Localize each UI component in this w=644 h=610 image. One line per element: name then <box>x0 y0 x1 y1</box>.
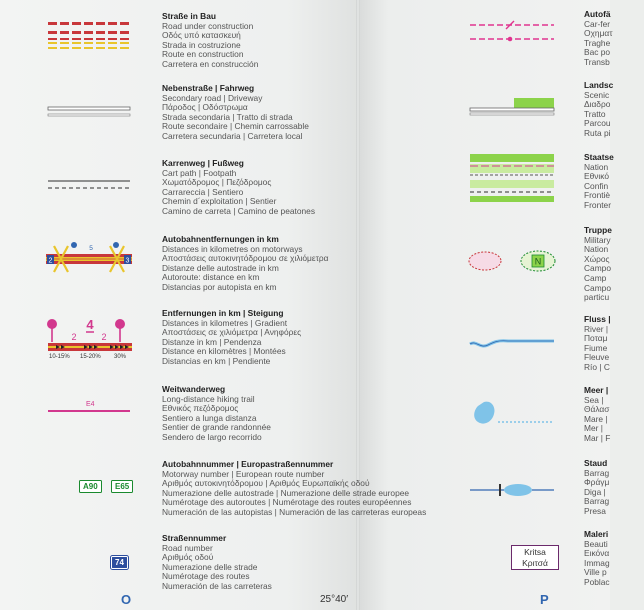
legend-entry-sea <box>584 386 644 444</box>
entry-line: Εθνικός πεζόδρομος <box>162 403 239 414</box>
entry-line: Diga | <box>584 486 606 497</box>
gradient-left-num: 2 <box>71 332 77 342</box>
longitude-label: 25°40′ <box>320 594 349 605</box>
motorway-right-num: 3 <box>125 257 130 265</box>
entry-line: Scenic <box>584 89 610 100</box>
entry-line: Distances in kilometres on motorways <box>162 243 303 254</box>
legend-entry-distances-gradient <box>162 309 352 367</box>
dam-symbol <box>470 478 554 502</box>
entry-line: Numeración de las carreteras <box>162 580 272 591</box>
entry-line: Carrareccia | Sentiero <box>162 186 244 197</box>
entry-line: Ruta pi <box>584 127 611 138</box>
entry-line: Mar | F <box>584 432 611 443</box>
road-number-badge: 74 <box>111 556 128 569</box>
motorway-left-num: 2 <box>48 257 53 265</box>
legend-entry-secondary-road <box>162 84 352 142</box>
entry-line: Sentiero a lunga distanza <box>162 412 257 423</box>
gradient-label-1: 10-15% <box>49 354 70 360</box>
entry-line: Camino de carreta | Camino de peatones <box>162 205 316 216</box>
entry-line: Distances in kilometres | Gradient <box>162 317 288 328</box>
entry-line: Εθνικό <box>584 171 610 182</box>
entry-line: Distance en kilomètres | Montées <box>162 346 286 357</box>
trail-line <box>48 410 130 412</box>
entry-line: Numerazione delle strade <box>162 561 258 572</box>
right-page <box>358 0 610 610</box>
entry-line: Strada in costruzione <box>162 39 241 50</box>
entry-heading: Truppe <box>584 225 612 235</box>
grid-letter-o: O <box>121 592 132 607</box>
gradient-label-3: 30% <box>114 354 127 360</box>
entry-line: Numérotage des autoroutes | Numérotage des routes européennes <box>162 497 412 508</box>
legend-entry-car-ferry <box>584 10 644 68</box>
entry-heading: Weitwanderweg <box>162 384 226 394</box>
entry-line: Ville p <box>584 567 607 578</box>
entry-line: Αποστάσεις αυτοκινητόδρομου σε χιλιόμετρα <box>162 253 329 264</box>
entry-line: Distancias en km | Pendiente <box>162 355 271 366</box>
entry-line: Río | C <box>584 361 610 372</box>
entry-line: Route en construction <box>162 49 244 60</box>
entry-line: Φράγμ <box>584 477 610 488</box>
entry-heading: Meer | <box>584 385 609 395</box>
entry-line: River | <box>584 323 609 334</box>
motorway-km-badge: 5 <box>89 245 93 252</box>
entry-line: Route secondaire | Chemin carrossable <box>162 121 309 132</box>
legend-entry-scenic <box>584 81 644 139</box>
entry-heading: Nebenstraße | Fahrweg <box>162 83 255 93</box>
entry-line: Οχηματ <box>584 28 613 39</box>
entry-heading: Maleri <box>584 529 609 539</box>
entry-line: Διαδρο <box>584 99 611 110</box>
entry-line: Sentier de grande randonnée <box>162 422 271 433</box>
entry-line: Οδός υπό κατασκευή <box>162 30 241 41</box>
entry-line: Chemin d´exploitation | Sentier <box>162 196 277 207</box>
national-border-symbol <box>470 154 554 206</box>
entry-heading: Staatse <box>584 152 614 162</box>
entry-line: Εικόνα <box>584 548 610 559</box>
gradient-big-num: 4 <box>86 317 94 332</box>
cart-path-symbol <box>48 178 130 192</box>
legend-entry-dam <box>584 459 644 517</box>
entry-line: Sendero de largo recorrido <box>162 431 262 442</box>
entry-line: Distanze in km | Pendenza <box>162 336 262 347</box>
entry-line: Ποταμ <box>584 333 608 344</box>
military-letter: N <box>534 256 542 267</box>
entry-line: Transb <box>584 56 610 67</box>
entry-line: Χώρος <box>584 253 610 264</box>
entry-line: Car-fer <box>584 18 611 29</box>
entry-line: Traghe <box>584 37 611 48</box>
entry-line: Camp <box>584 272 607 283</box>
legend-entry-cart-path <box>162 159 352 217</box>
legend-entry-long-distance-trail <box>162 385 352 443</box>
entry-line: Fleuve <box>584 352 610 363</box>
entry-line: Presa <box>584 505 606 516</box>
entry-line: Αριθμός αυτοκινητόδρομου | Αριθμός Ευρωπαϊκής οδού <box>162 478 370 489</box>
entry-line: Campo <box>584 263 611 274</box>
entry-line: Αριθμός οδού <box>162 552 214 563</box>
secondary-road-symbol <box>48 105 130 119</box>
entry-line: Bac po <box>584 47 611 58</box>
entry-line: Carretera secundaria | Carretera local <box>162 130 303 141</box>
car-ferry-symbol <box>470 16 554 46</box>
trail-label: E4 <box>86 401 95 408</box>
entry-line: Nation <box>584 161 609 172</box>
legend-entry-road-under-construction <box>162 12 352 70</box>
entry-line: Barrag <box>584 496 610 507</box>
entry-line: Θάλασ <box>584 404 610 415</box>
legend-entry-river <box>584 315 644 373</box>
entry-line: Poblac <box>584 576 610 587</box>
entry-heading: Karrenweg | Fußweg <box>162 158 244 168</box>
entry-line: Tratto <box>584 108 606 119</box>
entry-line: Frontiè <box>584 190 611 201</box>
scenic-road-symbol <box>470 98 554 118</box>
entry-line: particu <box>584 292 610 303</box>
entry-heading: Straße in Bau <box>162 11 216 21</box>
entry-heading: Autofä <box>584 9 611 19</box>
entry-line: Road number <box>162 542 213 553</box>
entry-heading: Staud <box>584 458 608 468</box>
entry-heading: Autobahnnummer | Europastraßennummer <box>162 459 334 469</box>
entry-line: Parcou <box>584 118 611 129</box>
entry-line: Fiume <box>584 342 608 353</box>
entry-line: Cart path | Footpath <box>162 167 237 178</box>
legend-entry-motorway-number <box>162 460 442 518</box>
legend-entry-military <box>584 226 644 303</box>
european-number-badge: E65 <box>111 480 133 493</box>
entry-line: Numeración de las autopistas | Numeración de las carreteras europeas <box>162 506 427 517</box>
river-symbol <box>470 336 554 352</box>
entry-line: Nation <box>584 244 609 255</box>
entry-heading: Landsc <box>584 80 614 90</box>
entry-line: Military <box>584 234 611 245</box>
entry-line: Mare | <box>584 413 608 424</box>
entry-line: Αποστάσεις σε χιλιόμετρα | Ανηφόρες <box>162 327 302 338</box>
entry-heading: Autobahnentfernungen in km <box>162 234 279 244</box>
legend-entry-road-number <box>162 534 352 592</box>
entry-line: Motorway number | European route number <box>162 468 325 479</box>
entry-line: Immag <box>584 557 610 568</box>
entry-heading: Entfernungen in km | Steigung <box>162 308 284 318</box>
gradient-label-2: 15-20% <box>80 354 101 360</box>
sea-symbol <box>470 398 554 432</box>
entry-line: Distancias por autopista en km <box>162 281 277 292</box>
entry-line: Πάροδος | Οδόστρωμα <box>162 102 248 113</box>
entry-line: Distanze delle autostrade in km <box>162 262 279 273</box>
entry-heading: Fluss | <box>584 314 611 324</box>
entry-line: Beauti <box>584 538 608 549</box>
entry-line: Campo <box>584 282 611 293</box>
gradient-right-num: 2 <box>101 332 107 342</box>
legend-entry-national-border <box>584 153 644 211</box>
entry-line: Χωματόδρομος | Πεζόδρομος <box>162 177 272 188</box>
military-area-symbol <box>468 248 558 274</box>
entry-line: Numerazione delle autostrade | Numerazione delle strade europee <box>162 487 410 498</box>
entry-line: Sea | <box>584 394 604 405</box>
motorway-number-badge: A90 <box>79 480 102 493</box>
entry-line: Fronter <box>584 199 611 210</box>
grid-letter-p: P <box>540 592 549 607</box>
kritsa-latin: Kritsa <box>524 547 546 557</box>
entry-line: Barrag <box>584 467 610 478</box>
entry-line: Numérotage des routes <box>162 571 250 582</box>
motorway-distances-symbol <box>46 240 132 274</box>
entry-line: Long-distance hiking trail <box>162 393 255 404</box>
kritsa-greek: Κριτσά <box>522 557 548 568</box>
page-fold <box>356 0 360 610</box>
entry-line: Mer | <box>584 423 603 434</box>
entry-line: Confin <box>584 180 609 191</box>
entry-line: Carretera en construcción <box>162 58 259 69</box>
entry-line: Secondary road | Driveway <box>162 92 263 103</box>
entry-line: Autoroute: distance en km <box>162 272 260 283</box>
entry-line: Road under construction <box>162 20 254 31</box>
entry-line: Strada secondaria | Tratto di strada <box>162 111 293 122</box>
picturesque-town-box <box>511 545 559 570</box>
legend-entry-picturesque <box>584 530 644 588</box>
road-under-construction-symbol <box>48 22 130 52</box>
entry-heading: Straßennummer <box>162 533 227 543</box>
legend-entry-motorway-distances <box>162 235 352 293</box>
